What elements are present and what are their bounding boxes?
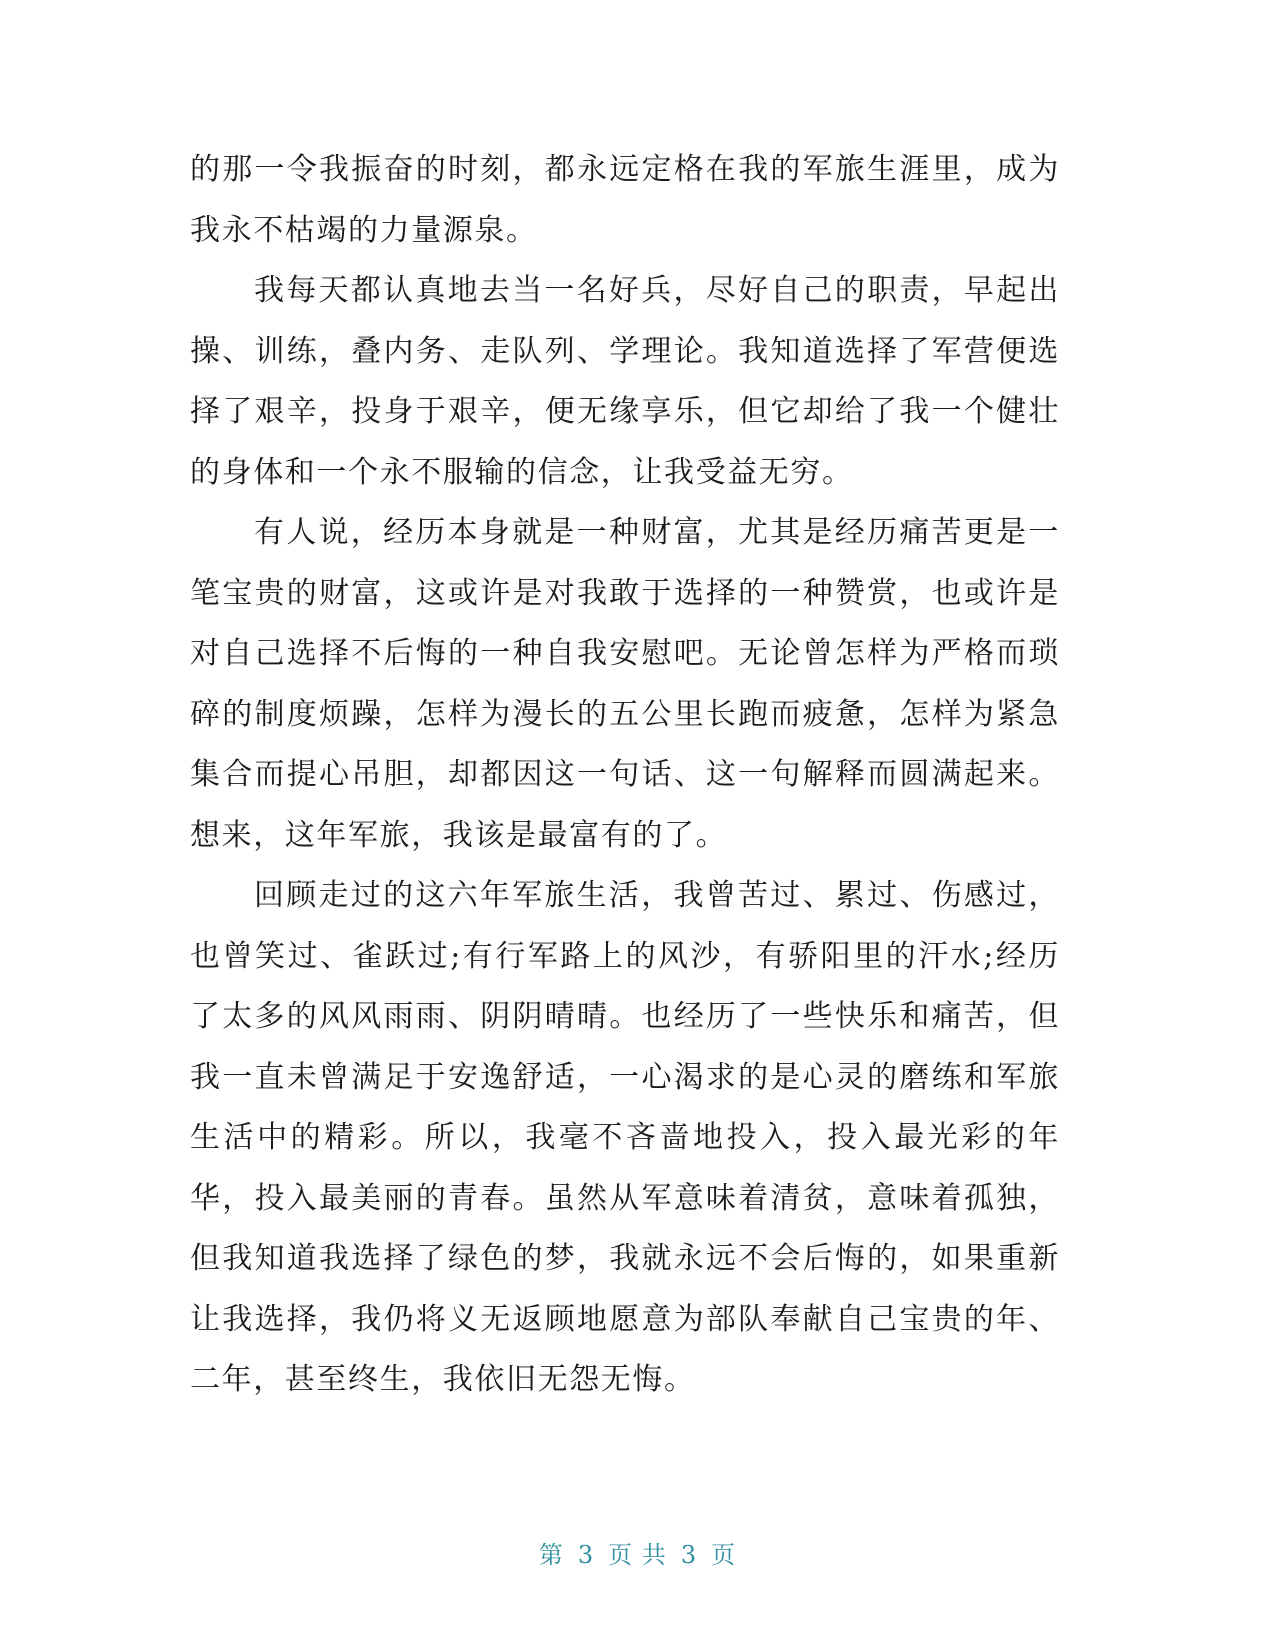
footer-prefix: 第 — [538, 1541, 564, 1569]
footer-suffix: 页 — [711, 1541, 737, 1569]
footer-current-page: 3 — [577, 1541, 595, 1569]
footer-total-pages: 3 — [680, 1541, 698, 1569]
paragraph-3: 有人说，经历本身就是一种财富，尤其是经历痛苦更是一笔宝贵的财富，这或许是对我敢于选择的一种赞赏，也或许是对自己选择不后悔的一种自我安慰吧。无论曾怎样为严格而琐碎的制度烦躁，怎样为漫长的五公里长跑而疲惫，怎样为紧急集合而提心吊胆，却都因这一句话、这一句解释而圆满起来。想来，这年军旅，我该是最富有的了。 — [190, 515, 1060, 853]
paragraph-4: 回顾走过的这六年军旅生活，我曾苦过、累过、伤感过，也曾笑过、雀跃过;有行军路上的风沙，有骄阳里的汗水;经历了太多的风风雨雨、阴阴晴晴。也经历了一些快乐和痛苦，但我一直未曾满足于安逸舒适，一心渴求的是心灵的磨练和军旅生活中的精彩。所以，我毫不吝啬地投入，投入最光彩的年华，投入最美丽的青春。虽然从军意味着清贫，意味着孤独，但我知道我选择了绿色的梦，我就永远不会后悔的，如果重新让我选择，我仍将义无返顾地愿意为部队奉献自己宝贵的年、二年，甚至终生，我依旧无怨无悔。 — [190, 878, 1060, 1397]
document-body — [190, 140, 1060, 1411]
page-footer — [0, 1540, 1275, 1570]
paragraph-2: 我每天都认真地去当一名好兵，尽好自己的职责，早起出操、训练，叠内务、走队列、学理论。我知道选择了军营便选择了艰辛，投身于艰辛，便无缘享乐，但它却给了我一个健壮的身体和一个永不服输的信念，让我受益无穷。 — [190, 273, 1060, 490]
footer-middle: 页 共 — [608, 1541, 667, 1569]
paragraph-1: 的那一令我振奋的时刻，都永远定格在我的军旅生涯里，成为我永不枯竭的力量源泉。 — [190, 152, 1060, 248]
